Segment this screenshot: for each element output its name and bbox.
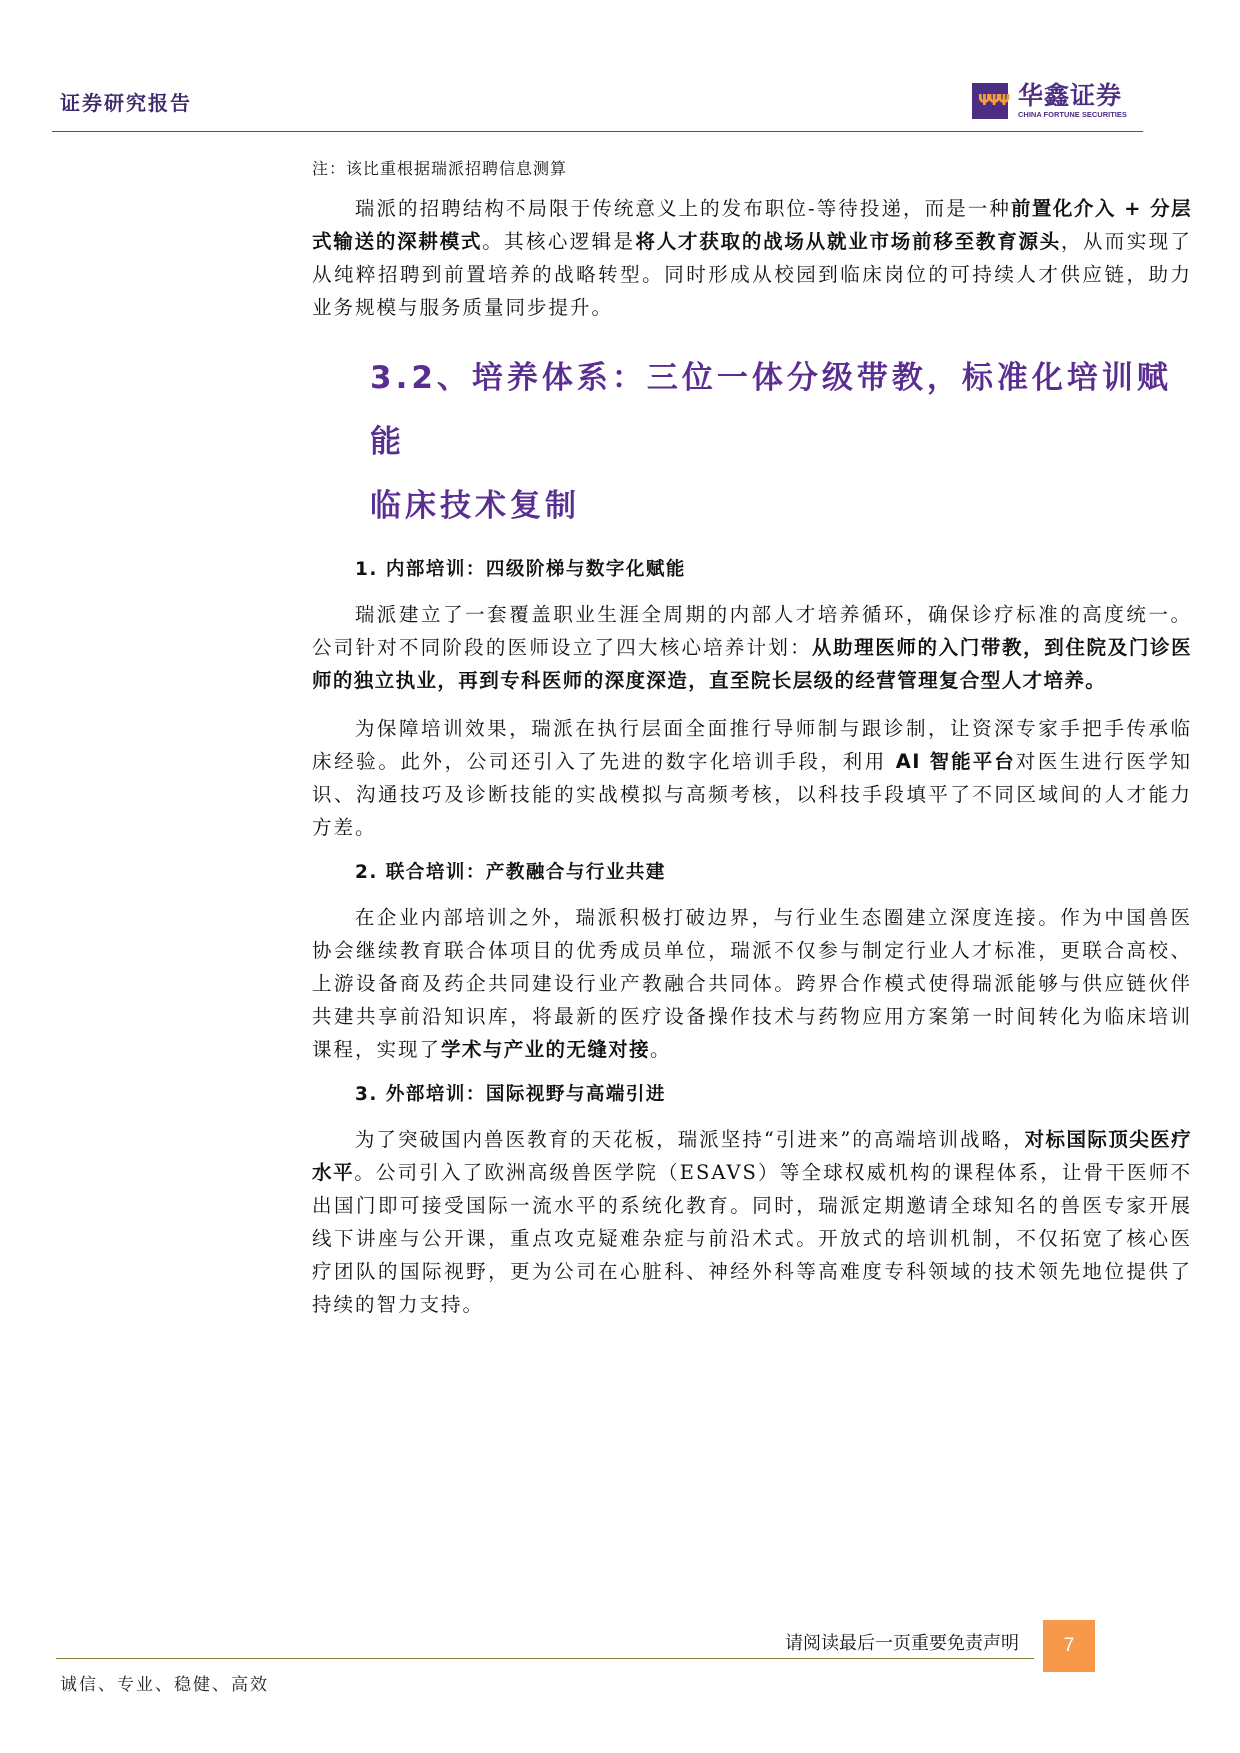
- bold-text: 学术与产业的无缝对接: [441, 1038, 651, 1061]
- bold-text: 对标国际顶尖医疗水平: [312, 1128, 1192, 1184]
- text-run: 。公司引入了欧洲高级兽医学院（ESAVS）等全球权威机构的课程体系，让骨干医师不出国门即可接受国际一流水平的系统化教育。同时，瑞派定期邀请全球知名的兽医专家开展线下讲座与公开课，重点攻克疑难杂症与前沿术式。开放式的培训机制，不仅拓宽了核心医疗团队的国际视野，更为公司在心脏科、神经外科等高难度专科领域的技术领先地位提供了持续的智力支持。: [312, 1161, 1192, 1316]
- page-number: 7: [1043, 1620, 1095, 1672]
- logo-en: CHINA FORTUNE SECURITIES: [1018, 110, 1127, 119]
- bold-text: AI 智能平台: [895, 750, 1016, 773]
- text-run: 为保障培训效果，瑞派在执行层面全面推行导师制与跟诊制，让资深专家手把手传承临床经验。此外，公司还引入了先进的数字化培训手段，利用: [312, 717, 1192, 773]
- disclaimer-link: 请阅读最后一页重要免责声明: [785, 1633, 1019, 1654]
- report-body: [312, 158, 1192, 1336]
- section-title: [370, 346, 1192, 538]
- company-motto: 诚信、专业、稳健、高效: [60, 1675, 269, 1695]
- bold-text: 将人才获取的战场从就业市场前移至教育源头: [635, 230, 1062, 253]
- text-run: 对医生进行医学知识、沟通技巧及诊断技能的实战模拟与高频考核，以科技手段填平了不同区域间的人才能力方差。: [312, 750, 1192, 839]
- text-run: 瑞派的招聘结构不局限于传统意义上的发布职位-等待投递，而是一种: [354, 197, 1011, 220]
- paragraph-joint: [312, 901, 1192, 1066]
- report-type-label: 证券研究报告: [60, 91, 192, 115]
- text-run: 在企业内部培训之外，瑞派积极打破边界，与行业生态圈建立深度连接。作为中国兽医协会继续教育联合体项目的优秀成员单位，瑞派不仅参与制定行业人才标准，更联合高校、上游设备商及药企共同建设行业产教融合共同体。跨界合作模式使得瑞派能够与供应链伙伴共建共享前沿知识库，将最新的医疗设备操作技术与药物应用方案第一时间转化为临床培训课程，实现了: [312, 906, 1192, 1061]
- paragraph-external: [312, 1123, 1192, 1321]
- bold-text: 从助理医师的入门带教，到住院及门诊医师的独立执业，再到专科医师的深度深造，直至院长层级的经营管理复合型人才培养。: [312, 636, 1192, 692]
- subsection-title-internal: 1. 内部培训：四级阶梯与数字化赋能: [355, 559, 686, 580]
- source-note: 注：该比重根据瑞派招聘信息测算: [312, 159, 568, 178]
- paragraph-internal-2: [312, 712, 1192, 844]
- paragraph-recruitment: [312, 192, 1192, 324]
- paragraph-internal-1: [312, 598, 1192, 697]
- footer-divider: [56, 1658, 1034, 1659]
- company-logo: [972, 78, 1147, 124]
- text-run: ，从而实现了从纯粹招聘到前置培养的战略转型。同时形成从校园到临床岗位的可持续人才供应链，助力业务规模与服务质量同步提升。: [312, 230, 1192, 319]
- section-title-line2: 临床技术复制: [370, 488, 580, 524]
- text-run: 瑞派建立了一套覆盖职业生涯全周期的内部人才培养循环，确保诊疗标准的高度统一。公司针对不同阶段的医师设立了四大核心培养计划：: [312, 603, 1192, 659]
- text-run: 为了突破国内兽医教育的天花板，瑞派坚持“引进来”的高端培训战略，: [354, 1128, 1025, 1151]
- bold-text: 前置化介入 + 分层式输送的深耕模式: [312, 197, 1193, 253]
- subsection-title-external: 3. 外部培训：国际视野与高端引进: [355, 1084, 666, 1105]
- logo-mark-icon: ΨΨΨ: [972, 83, 1008, 119]
- header-divider: [52, 131, 1143, 132]
- subsection-title-joint: 2. 联合培训：产教融合与行业共建: [355, 862, 666, 883]
- text-run: 。: [650, 1038, 672, 1061]
- text-run: 。其核心逻辑是: [482, 230, 636, 253]
- logo-cn: 华鑫证券: [1018, 81, 1123, 110]
- section-title-line1: 3.2、培养体系：三位一体分级带教，标准化培训赋能: [370, 360, 1172, 460]
